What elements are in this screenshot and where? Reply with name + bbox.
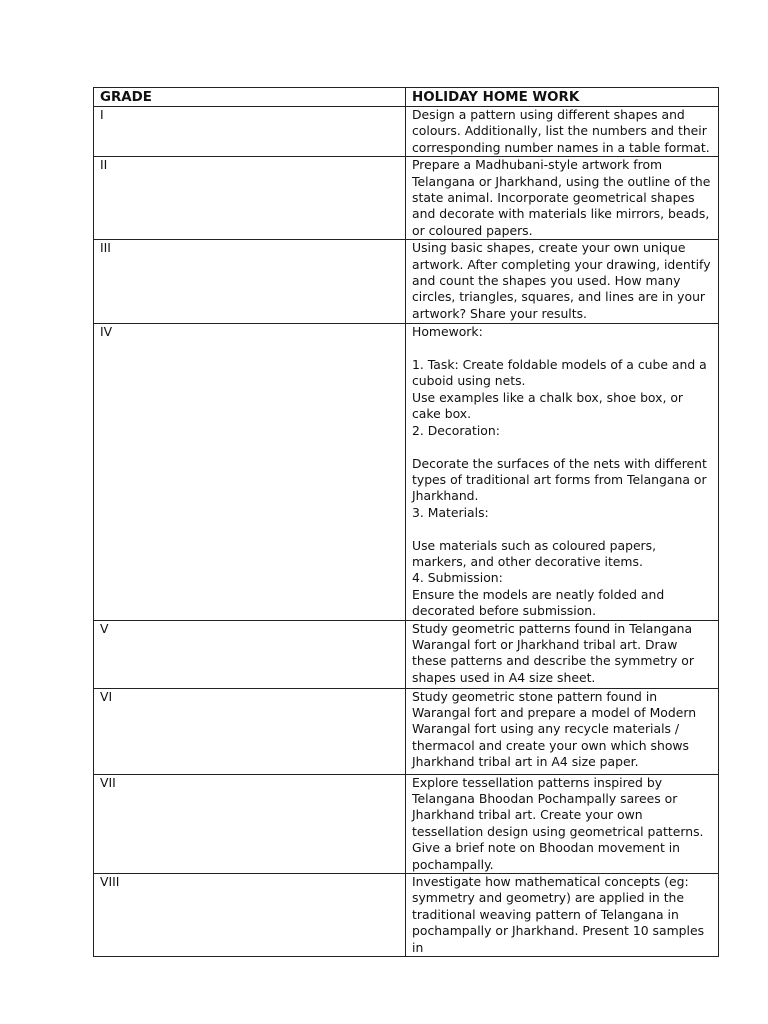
table-row (94, 240, 719, 324)
homework-cell (406, 774, 719, 873)
homework-text: Investigate how mathematical concepts (eg: symmetry and geometry) are applied in the traditional weaving pattern of Telangana in pochampally or Jharkhand. Present 10 samples in (412, 874, 705, 955)
table-row (94, 157, 719, 240)
grade-cell: III (94, 240, 406, 324)
grade-cell: VII (94, 774, 406, 873)
homework-cell (406, 324, 719, 620)
homework-cell (406, 620, 719, 688)
table-row (94, 324, 719, 620)
homework-text: Study geometric patterns found in Telangana Warangal fort or Jharkhand tribal art. Draw these patterns and describe the symmetry or shapes used in A4 size sheet. (412, 620, 694, 685)
homework-cell (406, 157, 719, 240)
grade-cell: VI (94, 688, 406, 774)
table-row (94, 620, 719, 688)
grade-column-header: GRADE (94, 88, 406, 107)
homework-cell (406, 688, 719, 774)
homework-text: Using basic shapes, create your own unique artwork. After completing your drawing, identify and count the shapes you used. How many circles, triangles, squares, and lines are in your artwork? Share your results. (412, 240, 711, 321)
grade-cell: IV (94, 324, 406, 620)
table-row (94, 874, 719, 957)
table-row (94, 688, 719, 774)
grade-cell: V (94, 620, 406, 688)
table-row (94, 774, 719, 873)
homework-text: Homework: 1. Task: Create foldable models of a cube and a cuboid using nets. Use examples like a chalk box, shoe box, or cake box. 2. Decoration: Decorate the surfaces of the nets with different types of traditional art forms from Telangana or Jharkhand. 3. Materials: Use materials such as coloured papers, markers, and other decorative items. 4. Submission: Ensure the models are neatly folded and decorated before submission. (412, 324, 707, 619)
homework-cell (406, 874, 719, 957)
homework-cell (406, 240, 719, 324)
table-header-row (94, 88, 719, 107)
homework-text: Study geometric stone pattern found in Warangal fort and prepare a model of Modern Warangal fort using any recycle materials / thermacol and create your own which shows Jharkhand tribal art in A4 size paper. (412, 688, 697, 770)
homework-text: Prepare a Madhubani-style artwork from Telangana or Jharkhand, using the outline of the state animal. Incorporate geometrical shapes and decorate with materials like mirrors, beads, or coloured papers. (412, 157, 711, 238)
grade-cell: VIII (94, 874, 406, 957)
homework-text: Explore tessellation patterns inspired by Telangana Bhoodan Pochampally sarees or Jharkhand tribal art. Create your own tessellation design using geometrical patterns. Give a brief note on Bhoodan movement in pochampally. (412, 774, 704, 872)
homework-text: Design a pattern using different shapes and colours. Additionally, list the numbers and their corresponding number names in a table format. (412, 107, 710, 155)
homework-table (93, 87, 719, 957)
homework-document (93, 87, 718, 957)
homework-column-header: HOLIDAY HOME WORK (406, 88, 719, 107)
grade-cell: I (94, 107, 406, 157)
table-row (94, 107, 719, 157)
homework-cell (406, 107, 719, 157)
grade-cell: II (94, 157, 406, 240)
